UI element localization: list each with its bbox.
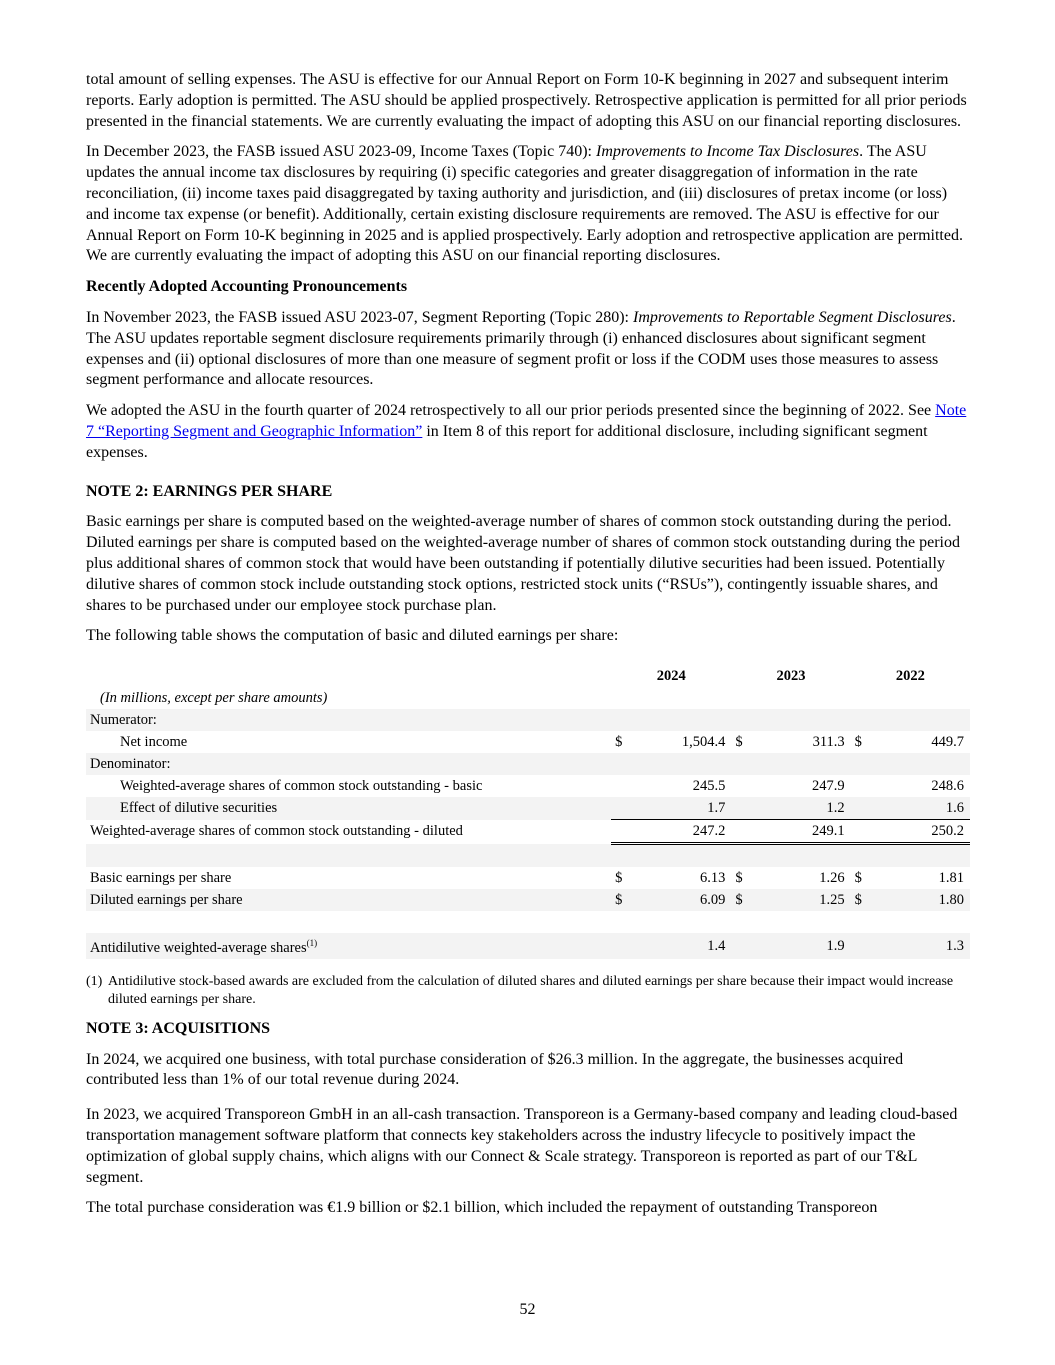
cell-value: 249.1 — [754, 820, 850, 844]
cell-value: 247.2 — [634, 820, 731, 844]
text: in Item 8 of this report for additional disclosure, including significant segment expenses. — [86, 422, 928, 461]
table-spacer-row — [86, 911, 970, 933]
paragraph-eps-description: Basic earnings per share is computed based on the weighted-average number of shares of common stock outstanding during the period. Diluted earnings per share is computed based on the weighted-average number of shares of common stock outstanding during the period plus additional shares of common stock that would have been outstanding if potentially dilutive securities had been issued. Potentially dilutive shares of common stock include outstanding stock options, restricted stock units (“RSUs”), contingently issuable shares, and shares to be purchased under our employee stock purchase plan. — [86, 513, 960, 614]
year-header: 2023 — [776, 667, 806, 684]
table-row — [86, 731, 970, 753]
table-header-row — [86, 665, 970, 687]
cell-value: 1.7 — [634, 797, 731, 820]
footnote — [86, 973, 972, 1009]
cell-value: 250.2 — [874, 820, 970, 844]
row-label: Basic earnings per share — [90, 869, 232, 886]
row-label: Weighted-average shares of common stock outstanding - basic — [120, 777, 483, 794]
currency-symbol: $ — [854, 869, 862, 886]
table-row — [86, 933, 970, 959]
heading-recently-adopted: Recently Adopted Accounting Pronouncements — [86, 278, 408, 296]
cell-value: 1,504.4 — [681, 733, 726, 750]
row-label — [86, 933, 611, 959]
currency-symbol: $ — [615, 869, 623, 886]
currency-symbol: $ — [731, 889, 754, 911]
cell-value: 311.3 — [812, 733, 845, 750]
table-spacer-row — [86, 844, 970, 868]
row-label: Weighted-average shares of common stock outstanding - diluted — [90, 823, 463, 840]
eps-table — [86, 665, 970, 959]
paragraph-asu-2023-07 — [86, 308, 972, 391]
italic-title: Improvements to Reportable Segment Disclosures — [632, 308, 952, 326]
text: In December 2023, the FASB issued ASU 2023-09, Income Taxes (Topic 740): — [86, 143, 596, 161]
paragraph-purchase-consideration: The total purchase consideration was €1.9 billion or $2.1 billion, which included the repayment of outstanding Transporeon — [86, 1199, 878, 1217]
cell-value: 6.09 — [634, 889, 731, 911]
italic-title: Improvements to Income Tax Disclosures — [595, 143, 860, 161]
cell-value: 1.2 — [754, 797, 850, 820]
cell-value: 1.4 — [634, 933, 731, 959]
cell-value: 1.25 — [754, 889, 850, 911]
currency-symbol: $ — [611, 889, 634, 911]
table-row — [86, 753, 970, 775]
paragraph-transporeon: In 2023, we acquired Transporeon GmbH in an all-cash transaction. Transporeon is a Germany-based company and leading cloud-based transportation management software platform that connects key stakeholders across the industry lifecycle to positively impact the optimization of global supply chains, which aligns with our Connect & Scale strategy. Transporeon is reported as part of our T&L segment. — [86, 1106, 958, 1186]
currency-symbol: $ — [735, 869, 743, 886]
table-units-row — [86, 687, 970, 709]
row-label: Diluted earnings per share — [86, 889, 611, 911]
text: In November 2023, the FASB issued ASU 2023-07, Segment Reporting (Topic 280): — [86, 308, 633, 326]
cell-value: 449.7 — [931, 733, 964, 750]
cell-value: 6.13 — [700, 869, 726, 886]
cell-value: 1.81 — [938, 869, 964, 886]
table-row — [86, 709, 970, 731]
cell-value: 1.80 — [874, 889, 970, 911]
year-header: 2024 — [656, 667, 686, 684]
cell-value: 1.26 — [819, 869, 845, 886]
cell-value: 1.3 — [874, 933, 970, 959]
currency-symbol: $ — [735, 733, 743, 750]
paragraph-asu-2023-09 — [86, 142, 972, 267]
paragraph-table-intro: The following table shows the computation of basic and diluted earnings per share: — [86, 627, 619, 645]
row-label: Denominator: — [86, 753, 611, 775]
table-row — [86, 775, 970, 797]
cell-value: 248.6 — [931, 777, 964, 794]
footnote-number: (1) — [86, 973, 103, 989]
text: We adopted the ASU in the fourth quarter of 2024 retrospectively to all our prior periods presented since the beginning of 2022. See — [86, 402, 936, 420]
heading-note-2: NOTE 2: EARNINGS PER SHARE — [86, 482, 333, 500]
text: . The ASU updates reportable segment disclosure requirements primarily through (i) enhanced disclosures about significant segment expenses and (ii) optional disclosures of more than one measure of segment profit or loss if the CODM uses those measures to assess segment performance and allocate resources. — [86, 308, 956, 389]
footnote-text: Antidilutive stock-based awards are excluded from the calculation of diluted shares and diluted earnings per share because their impact would increase diluted earnings per share. — [108, 973, 954, 1007]
page-content — [86, 70, 972, 1229]
currency-symbol: $ — [854, 733, 862, 750]
paragraph-selling-expenses: total amount of selling expenses. The ASU is effective for our Annual Report on Form 10-K beginning in 2027 and subsequent interim reports. Early adoption is permitted. The ASU should be applied prospectively. Retrospective application is permitted for all prior periods presented in the financial statements. We are currently evaluating the impact of adopting this ASU on our financial reporting disclosures. — [86, 71, 967, 130]
note-7-link[interactable]: Note 7 “Reporting Segment and Geographic Information” — [86, 402, 967, 440]
table-row — [86, 820, 970, 844]
paragraph-2024-acquisition: In 2024, we acquired one business, with total purchase consideration of $26.3 million. In the aggregate, the businesses acquired contributed less than 1% of our total revenue during 2024. — [86, 1050, 904, 1089]
currency-symbol: $ — [615, 733, 623, 750]
table-row — [86, 867, 970, 889]
row-label: Effect of dilutive securities — [86, 797, 611, 820]
cell-value: 1.6 — [874, 797, 970, 820]
table-row — [86, 889, 970, 911]
row-label: Numerator: — [86, 709, 611, 731]
year-header: 2022 — [895, 667, 925, 684]
table-row — [86, 797, 970, 820]
heading-note-3: NOTE 3: ACQUISITIONS — [86, 1019, 271, 1037]
cell-value: 247.9 — [812, 777, 845, 794]
page-number: 52 — [519, 1301, 536, 1318]
row-label: Net income — [120, 733, 188, 750]
text: . The ASU updates the annual income tax disclosures by requiring (i) specific categories and greater disaggregation of information in the rate reconciliation, (ii) income taxes paid disaggregated by taxing authority and jurisdiction, and (iii) disclosures of pretax income (or loss) and income tax expense (or benefit). Additionally, certain existing disclosure requirements are removed. The ASU is effective for our Annual Report on Form 10-K beginning in 2025 and is applied prospectively. Early adoption and retrospective application are permitted. We are currently evaluating the impact of adopting this ASU on our financial reporting disclosures. — [86, 143, 963, 265]
footnote-ref: (1) — [306, 938, 318, 949]
units-label: (In millions, except per share amounts) — [100, 689, 328, 706]
cell-value: 1.9 — [754, 933, 850, 959]
currency-symbol: $ — [851, 889, 874, 911]
cell-value: 245.5 — [692, 777, 726, 794]
label-text: Antidilutive weighted-average shares — [90, 939, 307, 956]
paragraph-adoption — [86, 401, 972, 463]
